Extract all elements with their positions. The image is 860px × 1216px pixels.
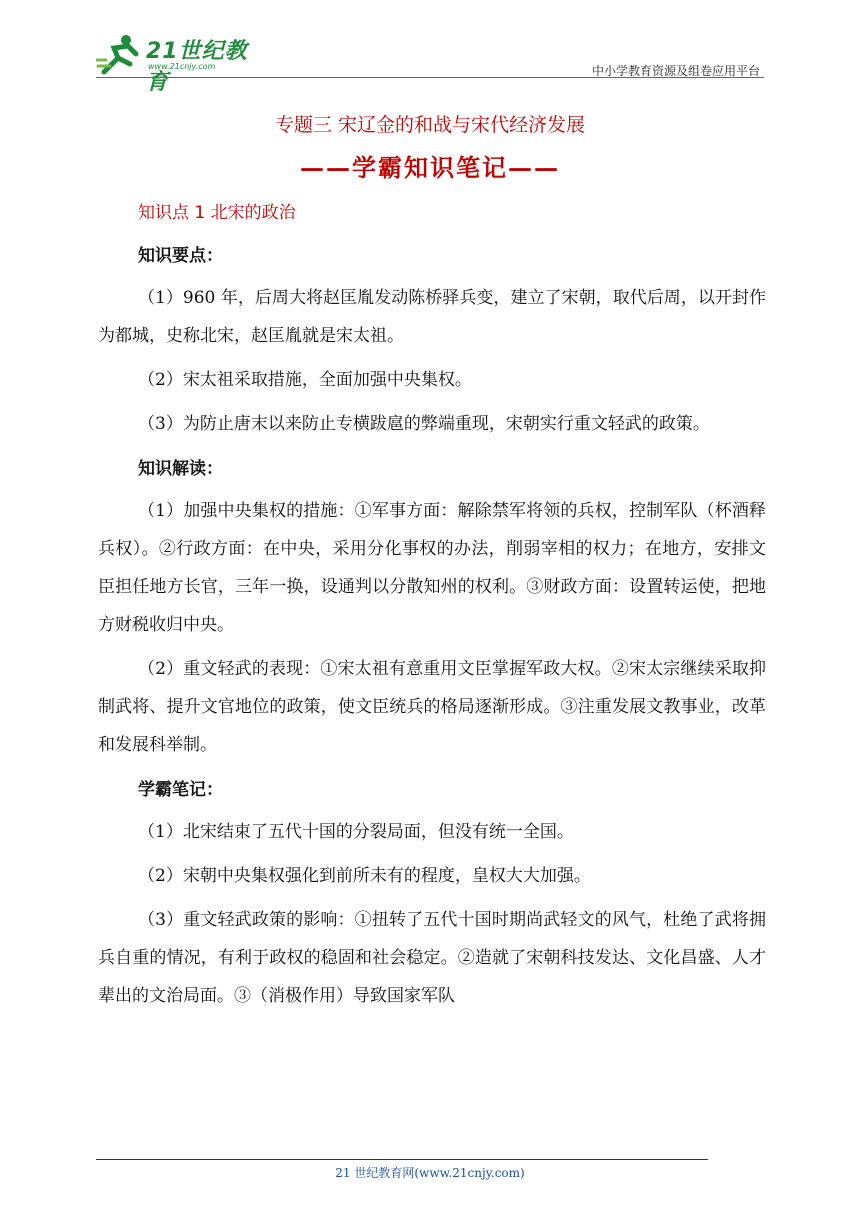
knowledge-point-heading: 知识点 1 北宋的政治 [138,203,296,223]
paragraph: （1）960 年，后周大将赵匡胤发动陈桥驿兵变，建立了宋朝，取代后周，以开封作为都城，史称北宋，赵匡胤就是宋太祖。 [98,288,766,346]
paragraph: （2）宋太祖采取措施，全面加强中央集权。 [138,370,472,390]
runner-logo-icon [96,32,146,76]
section-heading: 学霸笔记： [138,780,223,800]
paragraph: （2）宋朝中央集权强化到前所未有的程度，皇权大大加强。 [138,866,591,886]
footer-divider [96,1159,708,1160]
document-body [98,196,766,1021]
section-heading: 知识要点： [138,246,223,266]
page-header [96,32,764,95]
paragraph: （2）重文轻武的表现：①宋太祖有意重用文臣掌握军政大权。②宋太宗继续采取抑制武将、提升文官地位的政策，使文臣统兵的格局逐渐形成。③注重发展文教事业，改革和发展科举制。 [98,659,766,755]
section-heading: 知识解读： [138,459,223,479]
paragraph: （3）为防止唐末以来防止专横跋扈的弊端重现，宋朝实行重文轻武的政策。 [138,414,710,434]
platform-label: 中小学教育资源及组卷应用平台 [591,64,760,78]
document-subtitle: ——学霸知识笔记—— [300,153,560,182]
logo-url: www.21cnjy.com [148,62,216,71]
document-title: 专题三 宋辽金的和战与宋代经济发展 [274,114,586,136]
paragraph: （3）重文轻武政策的影响：①扭转了五代十国时期尚武轻文的风气，杜绝了武将拥兵自重的情况，有利于政权的稳固和社会稳定。②造就了宋朝科技发达、文化昌盛、人才辈出的文治局面。③（消极作用）导致国家军队 [98,910,766,1006]
logo [96,32,266,95]
header-divider [96,77,764,78]
logo-text: 21世纪教育 [146,39,248,95]
paragraph: （1）加强中央集权的措施：①军事方面：解除禁军将领的兵权，控制军队（杯酒释兵权）。②行政方面：在中央，采用分化事权的办法，削弱宰相的权力；在地方，安排文臣担任地方长官，三年一换，设通判以分散知州的权利。③财政方面：设置转运使，把地方财税收归中央。 [98,501,766,635]
footer-link[interactable]: 21 世纪教育网(www.21cnjy.com) [335,1166,525,1180]
paragraph: （1）北宋结束了五代十国的分裂局面，但没有统一全国。 [138,822,574,842]
